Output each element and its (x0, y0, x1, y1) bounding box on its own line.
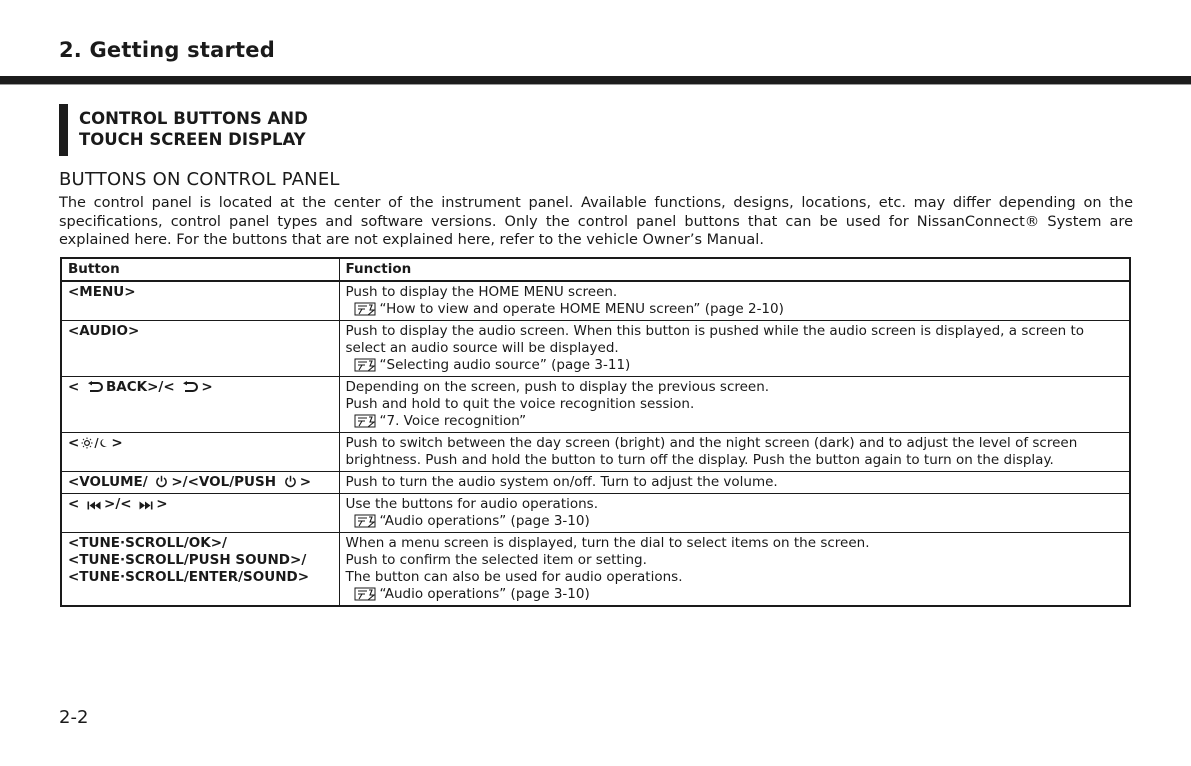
button-label-line: <TUNE·SCROLL/OK>/ (68, 535, 227, 551)
function-text: Use the buttons for audio operations. (345, 496, 599, 512)
button-label-part: BACK>/< (106, 379, 175, 395)
table-row-back (61, 377, 1130, 433)
table-row-seek (61, 494, 1130, 533)
function-cell-volume (339, 472, 1130, 494)
subsection-heading: BUTTONS ON CONTROL PANEL (59, 169, 340, 190)
button-label-part: > (299, 474, 312, 490)
column-header-button: Button (61, 258, 339, 281)
table-row-volume (61, 472, 1130, 494)
function-cell-audio (339, 321, 1130, 377)
cross-reference (346, 413, 1125, 430)
function-text: Depending on the screen, push to display the previous screen. (345, 379, 770, 395)
column-header-function: Function (339, 258, 1130, 281)
reference-book-icon (354, 514, 376, 528)
button-label-line: <TUNE·SCROLL/ENTER/SOUND> (68, 569, 310, 585)
cross-reference (346, 357, 1125, 374)
function-text: Push to confirm the selected item or setting. (345, 552, 647, 568)
chapter-divider-thin (0, 84, 1191, 85)
chapter-divider (0, 76, 1191, 84)
page-number: 2-2 (59, 707, 89, 728)
reference-text: “Audio operations” (page 3-10) (379, 586, 590, 602)
seek-back-icon (87, 501, 101, 510)
button-label-part: > (201, 379, 213, 395)
button-label-part: <VOLUME/ (68, 474, 148, 490)
function-cell-tune (339, 533, 1130, 607)
control-buttons-table (60, 257, 1131, 607)
table-row-brightness (61, 433, 1130, 472)
table-header-row (61, 258, 1130, 281)
chapter-title: 2. Getting started (59, 38, 275, 62)
reference-text: “Selecting audio source” (page 3-11) (379, 357, 631, 373)
function-cell-menu (339, 281, 1130, 321)
table-row-audio (61, 321, 1130, 377)
function-cell-brightness (339, 433, 1130, 472)
button-label-part: < (68, 435, 80, 451)
power-icon (155, 475, 168, 488)
reference-text: “Audio operations” (page 3-10) (379, 513, 590, 529)
button-label-part: >/< (104, 496, 132, 512)
button-label-part: > (156, 496, 168, 512)
table-row-menu (61, 281, 1130, 321)
button-label-part: < (68, 496, 80, 512)
function-cell-seek (339, 494, 1130, 533)
button-cell-volume (61, 472, 339, 494)
section-heading (79, 108, 308, 150)
function-text: Push to switch between the day screen (bright) and the night screen (dark) and to adjust the level of screen brightness. Push and hold the button to turn off the display. Push the button again to turn on the display. (345, 435, 1078, 468)
section-heading-line2: TOUCH SCREEN DISPLAY (79, 130, 306, 149)
function-text: Push to display the audio screen. When this button is pushed while the audio screen is displayed, a screen to select an audio source will be displayed. (345, 323, 1085, 356)
button-cell-audio: <AUDIO> (61, 321, 339, 377)
day-night-icon (80, 437, 110, 449)
power-icon (284, 475, 297, 488)
back-arrow-icon (87, 381, 103, 393)
intro-paragraph: The control panel is located at the center of the instrument panel. Available functions, designs, locations, etc. may differ depending on the specifications, control panel types and software versions. Only the control panel buttons that can be used for NissanConnect® System are explained here. For the buttons that are not explained here, refer to the vehicle Owner’s Manual. (59, 195, 1133, 248)
function-text: Push and hold to quit the voice recognition session. (345, 396, 695, 412)
section-heading-line1: CONTROL BUTTONS AND (79, 109, 308, 128)
button-cell-seek (61, 494, 339, 533)
seek-forward-icon (139, 501, 153, 510)
reference-book-icon (354, 358, 376, 372)
function-text: The button can also be used for audio operations. (345, 569, 683, 585)
button-cell-back (61, 377, 339, 433)
button-label-part: >/<VOL/PUSH (171, 474, 277, 490)
cross-reference (346, 586, 1125, 603)
table-row-tune (61, 533, 1130, 607)
reference-text: “How to view and operate HOME MENU screen” (page 2-10) (379, 301, 784, 317)
function-text: When a menu screen is displayed, turn the dial to select items on the screen. (345, 535, 870, 551)
button-label-part: < (68, 379, 80, 395)
reference-book-icon (354, 587, 376, 601)
cross-reference (346, 513, 1125, 530)
reference-text: “7. Voice recognition” (379, 413, 527, 429)
function-text: Push to display the HOME MENU screen. (345, 284, 618, 300)
button-label-line: <TUNE·SCROLL/PUSH SOUND>/ (68, 552, 307, 568)
cross-reference (346, 301, 1125, 318)
function-text: Push to turn the audio system on/off. Turn to adjust the volume. (345, 474, 778, 490)
back-arrow-icon (182, 381, 198, 393)
reference-book-icon (354, 414, 376, 428)
function-cell-back (339, 377, 1130, 433)
button-label-part: > (111, 435, 123, 451)
reference-book-icon (354, 302, 376, 316)
section-marker-bar (59, 104, 68, 156)
button-cell-tune (61, 533, 339, 607)
button-cell-brightness (61, 433, 339, 472)
button-cell-menu: <MENU> (61, 281, 339, 321)
